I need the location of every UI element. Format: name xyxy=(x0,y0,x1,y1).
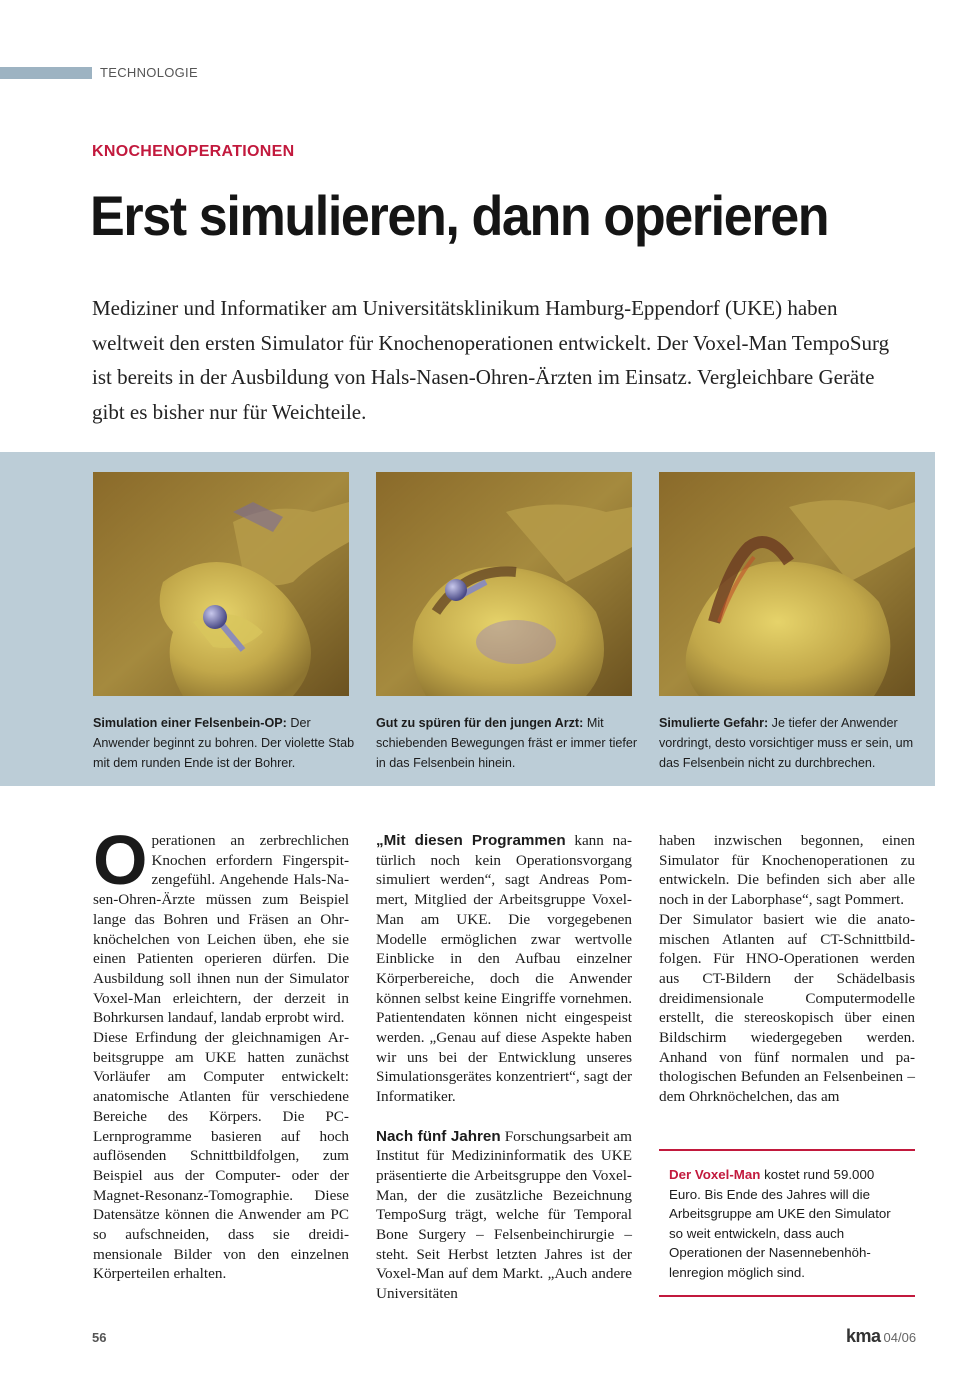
caption-2-text: Mit schiebenden Bewegungen fräst er immer tiefer in das Felsenbein hinein. xyxy=(376,716,638,770)
info-box-highlight: Der Voxel-Man xyxy=(669,1167,761,1182)
caption-3-title: Simulierte Gefahr: xyxy=(659,716,769,730)
paragraph: Der Simulator basiert wie die anatomischen Atlanten auf CT-Schnittbildfolgen. Für HNO-Operationen werden aus CT-Bildern der Schädelbasis dreidimensionale Computermodelle erstellt, die stereoskopisch über einen Bildschirm wiedergegeben werden. Anhand von fünf normalen und pathologischen Befunden an Felsenbeinen – dem Ohrknöchelchen, das am xyxy=(659,910,915,1106)
lead-in: „Mit diesen Programmen xyxy=(376,832,566,849)
caption-1-text: Der Anwender beginnt zu bohren. Der violette Stab mit dem runden Ende ist der Bohrer. xyxy=(93,716,355,770)
drop-cap: O xyxy=(93,821,148,899)
caption-1-title: Simulation einer Felsenbein-OP: xyxy=(93,716,287,730)
footer-issue xyxy=(846,1326,916,1347)
simulation-photo-2 xyxy=(376,472,632,696)
paragraph xyxy=(93,821,349,1028)
image-caption-3 xyxy=(659,713,921,773)
paragraph-text: perationen an zerbrechlichen Knochen erfordern Fingerspitzengefühl. Angehende Hals-Nasen-Ohren-Ärzte müssen zum Beispiel lange das Bohren und Fräsen an Ohrknöchelchen von Leichen üben, ehe sie einen Patienten operieren dürfen. Die Ausbildung soll ihnen nun der Simulator Voxel-Man erleichtern, der derzeit in Bohrkursen landauf, landab erprobt wird. xyxy=(93,832,349,1027)
caption-2-title: Gut zu spüren für den jungen Arzt: xyxy=(376,716,584,730)
lead-in: Nach fünf Jahren xyxy=(376,1127,501,1145)
caption-3-text: Je tiefer der Anwender vordringt, desto vorsichtiger muss er sein, um das Felsenbein nicht zu durchbrechen. xyxy=(659,716,914,770)
image-caption-2 xyxy=(376,713,638,773)
paragraph-text: Forschungsarbeit am Institut für Medizininformatik des UKE präsentierte die Arbeitsgruppe den Voxel-Man, der die zusätzliche Bezeichnung TempoSurg trägt, welche für Temporal Bone Surgery – Felsenbeinchirurgie – steht. Seit Herbst letzten Jahres ist der Voxel-Man auf dem Markt. „Auch andere Universitäten xyxy=(376,1127,632,1303)
paragraph xyxy=(376,831,632,1107)
body-column-2 xyxy=(376,831,632,1304)
body-column-1 xyxy=(93,821,349,1284)
simulation-photo-1 xyxy=(93,472,349,696)
image-caption-1 xyxy=(93,713,355,773)
paragraph xyxy=(376,1127,632,1304)
body-column-3 xyxy=(659,831,915,1107)
paragraph-text: kann natürlich noch kein Operationsvorgang simuliert werden“, sagt Andreas Pommert, Mitglied der Arbeitsgruppe Voxel-Man am UKE. Die vorgegebenen Modelle ermöglichen zwar wertvolle Einblicke in den Aufbau einzelner Körperbereiche, doch die Anwender können selbst keine Eingriffe vornehmen. Patientendaten können nicht eingespeist werden. „Genau auf diese Aspekte haben wir uns bei der Entwicklung unseres Simulationsgerätes konzentriert“, sagt der Informatiker. xyxy=(376,832,632,1106)
simulation-photo-3 xyxy=(659,472,915,696)
paragraph: Diese Erfindung der gleichnamigen Arbeitsgruppe am UKE hatten zunächst Vorläufer am Computer entwickelt: anatomische Atlanten für verschiedene Bereiche des Körpers. Die PC-Lernprogramme basieren auf hoch auflösenden Schnittbildfolgen, zum Beispiel aus der Computer- oder der Magnet-Resonanz-Tomographie. Diese Datensätze können die Anwender am PC so aufschneiden, dass sie dreidimensionale Bilder von den einzelnen Körperteilen erhalten. xyxy=(93,1029,349,1283)
section-label: TECHNOLOGIE xyxy=(100,65,198,80)
section-color-bar xyxy=(0,67,92,79)
info-box xyxy=(659,1149,915,1297)
article-lead: Mediziner und Informatiker am Universitätsklinikum Hamburg-Eppendorf (UKE) haben weltweit den ersten Simulator für Knochenoperationen entwickelt. Der Voxel-Man TempoSurg ist bereits in der Ausbildung von Hals-Nasen-Ohren-Ärzten im Einsatz. Vergleichbare Geräte gibt es bisher nur für Weichteile. xyxy=(92,296,890,424)
article-headline: Erst simulieren, dann operieren xyxy=(90,184,829,247)
paragraph: haben inzwischen begonnen, einen Simulator für Knochenoperationen zu entwickeln. Die befinden sich aber alle noch in der Laborphase“, sagt Pommert. xyxy=(659,832,915,909)
issue-number: 04/06 xyxy=(883,1330,917,1345)
article-kicker: KNOCHENOPERATIONEN xyxy=(92,143,295,160)
page-number: 56 xyxy=(92,1330,107,1345)
info-box-text: kostet rund 59.000 Euro. Bis Ende des Jahres will die Arbeitsgruppe am UKE den Simulator so weit entwickeln, dass auch Operationen der Nasennebenhöhlenregion möglich sind. xyxy=(669,1167,891,1280)
magazine-logo: kma xyxy=(846,1326,881,1346)
